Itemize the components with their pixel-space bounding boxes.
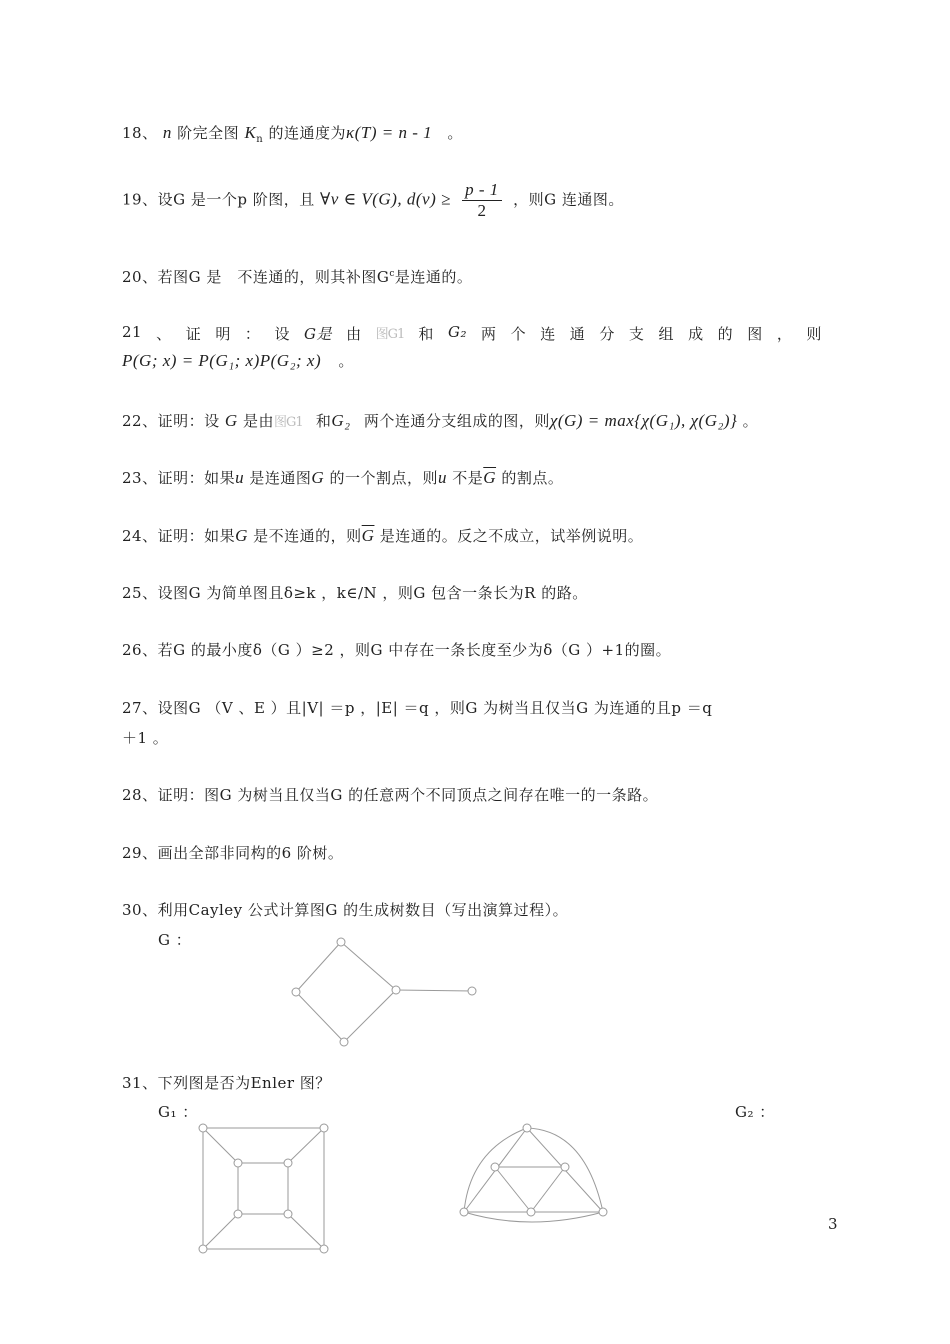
q18-text2: 的连通度为 bbox=[268, 124, 347, 142]
question-31: 31、下列图是否为Enler 图？ bbox=[122, 1074, 331, 1092]
q24-G: G bbox=[235, 526, 248, 545]
question-23 bbox=[122, 467, 563, 488]
q18-n: n bbox=[162, 123, 172, 142]
q21-word: 设 bbox=[274, 325, 290, 343]
q19-text2: ，则G 连通图。 bbox=[513, 190, 624, 209]
q23-G: G bbox=[311, 468, 325, 487]
question-20 bbox=[122, 266, 472, 287]
q20-text1: 20、若图G 是 不连通的，则其补图G bbox=[122, 268, 390, 286]
question-25: 25、设图G 为简单图且δ≥k ，k∈/N ，则G 包含一条长为R 的路。 bbox=[122, 584, 588, 602]
q23-u: u bbox=[235, 468, 245, 487]
q23-G-complement: $\overline{G}$ bbox=[483, 468, 497, 487]
page-number: 3 bbox=[828, 1215, 839, 1233]
q22-G: G bbox=[224, 411, 238, 430]
q21-expr: P(G; x) = P(G₁; x)P(G₂; x) bbox=[122, 351, 322, 370]
question-28: 28、证明：图G 为树当且仅当G 的任意两个不同顶点之间存在唯一的一条路。 bbox=[122, 786, 659, 804]
q23-text2: 是连通图 bbox=[249, 469, 312, 487]
question-24 bbox=[122, 525, 643, 546]
q21-word: 成 bbox=[688, 325, 704, 343]
q22-expr: χ(G) = max{χ(G₁), χ(G₂)} bbox=[549, 411, 738, 430]
q18-K: K bbox=[244, 123, 257, 142]
q21-word: 明 bbox=[215, 325, 231, 343]
q21-word: ， bbox=[776, 325, 793, 343]
q23-u2: u bbox=[437, 468, 447, 487]
q21-word: 则 bbox=[806, 325, 822, 343]
q24-text2: 是不连通的，则 bbox=[253, 527, 362, 545]
q20-text2: 是连通的。 bbox=[394, 268, 473, 286]
q19-text1: 19、设G 是一个p 阶图，且 bbox=[122, 190, 315, 209]
q21-word: ： bbox=[244, 325, 261, 343]
question-27-line1: 27、设图G （V 、E ）且|V| ＝p ，|E| ＝q ，则G 为树当且仅当G 为连通的且p ＝q bbox=[122, 699, 713, 717]
question-21-line2 bbox=[122, 350, 354, 371]
q23-text5: 的割点。 bbox=[501, 469, 564, 487]
q18-K-sub: n bbox=[256, 134, 264, 145]
question-18 bbox=[122, 122, 463, 145]
q22-end: 。 bbox=[742, 412, 759, 430]
q23-text4: 不是 bbox=[452, 469, 484, 487]
q31-g2-label: G₂ ： bbox=[735, 1103, 775, 1121]
q21-word: 两 bbox=[481, 325, 497, 343]
q21-word: 支 bbox=[628, 325, 645, 343]
q19-condition: ∀v ∈ V(G), d(v) ≥ bbox=[320, 189, 451, 209]
q21-word: 的 bbox=[717, 325, 734, 343]
q19-frac-num: p - 1 bbox=[462, 180, 502, 201]
q22-text3: 和 bbox=[315, 412, 332, 430]
q18-end: 。 bbox=[447, 124, 463, 142]
question-27-line2: ＋1 。 bbox=[122, 729, 169, 747]
q24-text3: 是连通的。反之不成立，试举例说明。 bbox=[379, 527, 644, 545]
q21-word: 由 bbox=[346, 325, 362, 343]
q21-word: 和 bbox=[418, 325, 434, 343]
q21-word: 、 bbox=[156, 325, 172, 343]
question-21-line1 bbox=[122, 323, 822, 344]
question-26: 26、若G 的最小度δ（G ）≥2 ，则G 中存在一条长度至少为δ（G ）+1的圈。 bbox=[122, 641, 672, 659]
q21-word: 图G1 bbox=[375, 327, 405, 342]
q20-sup: c bbox=[389, 269, 395, 279]
q18-text1: 阶完全图 bbox=[177, 124, 240, 142]
q22-text1: 22、证明：设 bbox=[122, 412, 220, 430]
q22-G2: G₂ bbox=[331, 411, 351, 430]
q24-text1: 24、证明：如果 bbox=[122, 527, 236, 545]
q23-text3: 的一个割点，则 bbox=[329, 469, 438, 487]
q21-word: 连 bbox=[540, 325, 556, 343]
q22-ghost-G1: 图G1 bbox=[273, 415, 303, 430]
question-30: 30、利用Cayley 公式计算图G 的生成树数目（写出演算过程）。 bbox=[122, 901, 569, 919]
q21-end: 。 bbox=[338, 352, 354, 370]
q24-G-complement: $\overline{G}$ bbox=[361, 526, 375, 545]
q21-word: 21 bbox=[122, 323, 143, 341]
q21-word: 个 bbox=[510, 325, 527, 343]
q21-word: 通 bbox=[569, 325, 586, 343]
q21-word: 证 bbox=[185, 325, 202, 343]
q18-expr: κ(T) = n - 1 bbox=[346, 123, 433, 142]
q21-word: G₂ bbox=[447, 323, 467, 341]
q21-word: 图 bbox=[747, 325, 763, 343]
q23-text1: 23、证明：如果 bbox=[122, 469, 236, 487]
q18-number: 18、 bbox=[122, 124, 158, 142]
question-29: 29、画出全部非同构的6 阶树。 bbox=[122, 844, 344, 862]
q19-fraction bbox=[462, 180, 502, 221]
question-22 bbox=[122, 410, 758, 431]
q31-g1-label: G₁ ： bbox=[158, 1103, 198, 1121]
q19-frac-den: 2 bbox=[477, 201, 487, 220]
q21-word: 组 bbox=[658, 325, 675, 343]
q21-word: G是 bbox=[304, 325, 333, 343]
q30-graph-label: G ： bbox=[158, 931, 192, 949]
question-19 bbox=[122, 180, 624, 221]
q21-word: 分 bbox=[599, 325, 615, 343]
q22-text2: 是由 bbox=[242, 412, 274, 430]
q21-words bbox=[122, 323, 822, 344]
q22-text4: 两个连通分支组成的图，则 bbox=[363, 412, 550, 430]
